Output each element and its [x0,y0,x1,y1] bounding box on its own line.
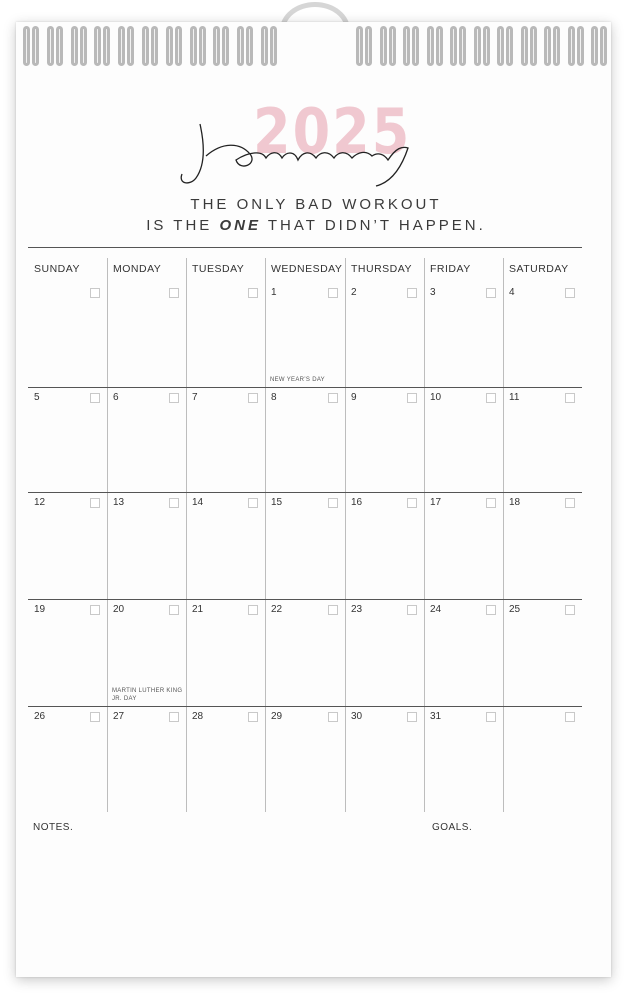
date-number: 26 [34,711,46,722]
binding-ring [459,26,466,66]
day-checkbox[interactable] [407,288,417,298]
day-checkbox[interactable] [90,498,100,508]
day-checkbox[interactable] [486,712,496,722]
day-checkbox[interactable] [248,498,258,508]
day-checkbox[interactable] [407,393,417,403]
calendar-year: 2025 [253,95,412,168]
binding-ring [151,26,158,66]
binding-ring [222,26,229,66]
date-number: 22 [271,604,283,615]
binding-ring [166,26,173,66]
binding-ring [365,26,372,66]
date-number: 7 [192,392,198,403]
day-checkbox[interactable] [169,288,179,298]
day-checkbox[interactable] [90,605,100,615]
binding-ring [427,26,434,66]
day-checkbox[interactable] [248,605,258,615]
date-number: 10 [430,392,442,403]
column-divider [186,258,187,812]
date-number: 20 [113,604,125,615]
day-name-wednesday: WEDNESDAY [271,263,343,275]
day-checkbox[interactable] [90,288,100,298]
date-number: 24 [430,604,442,615]
date-number: 13 [113,497,125,508]
date-number: 5 [34,392,40,403]
day-checkbox[interactable] [565,498,575,508]
binding-ring [190,26,197,66]
quote-emphasis: ONE [219,217,261,234]
date-number: 6 [113,392,119,403]
date-number: 1 [271,287,277,298]
quote-line-1: THE ONLY BAD WORKOUT [190,196,442,213]
day-name-friday: FRIDAY [430,263,471,275]
binding-ring [47,26,54,66]
holiday-new-years: NEW YEAR’S DAY [270,377,325,383]
column-divider [345,258,346,812]
day-checkbox[interactable] [407,712,417,722]
quote-part-2: THAT DIDN’T HAPPEN. [261,217,486,234]
date-number: 14 [192,497,204,508]
binding-ring [23,26,30,66]
date-number: 8 [271,392,277,403]
day-checkbox[interactable] [169,393,179,403]
week-rule [28,387,582,388]
day-checkbox[interactable] [248,393,258,403]
date-number: 9 [351,392,357,403]
day-checkbox[interactable] [486,288,496,298]
binding-ring [450,26,457,66]
day-checkbox[interactable] [328,498,338,508]
column-divider [424,258,425,812]
day-name-tuesday: TUESDAY [192,263,245,275]
binding-ring [103,26,110,66]
day-checkbox[interactable] [565,288,575,298]
day-checkbox[interactable] [169,712,179,722]
binding-ring [237,26,244,66]
day-checkbox[interactable] [565,712,575,722]
date-number: 12 [34,497,46,508]
binding-ring [32,26,39,66]
binding-ring [246,26,253,66]
binding-ring [94,26,101,66]
day-checkbox[interactable] [169,605,179,615]
day-checkbox[interactable] [328,288,338,298]
binding-ring [403,26,410,66]
day-checkbox[interactable] [486,498,496,508]
binding-ring [474,26,481,66]
day-name-saturday: SATURDAY [509,263,569,275]
day-checkbox[interactable] [328,605,338,615]
binding-ring [71,26,78,66]
day-checkbox[interactable] [565,393,575,403]
day-checkbox[interactable] [328,712,338,722]
date-number: 31 [430,711,442,722]
day-checkbox[interactable] [248,712,258,722]
week-rule [28,599,582,600]
binding-ring [380,26,387,66]
binding-ring [127,26,134,66]
date-number: 15 [271,497,283,508]
binding-ring [270,26,277,66]
date-number: 30 [351,711,363,722]
day-checkbox[interactable] [169,498,179,508]
binding-ring [261,26,268,66]
week-rule [28,706,582,707]
binding-ring [356,26,363,66]
binding-ring [175,26,182,66]
notes-label: NOTES. [33,822,74,833]
binding-ring [521,26,528,66]
date-number: 11 [509,392,520,403]
day-checkbox[interactable] [486,393,496,403]
binding-ring [142,26,149,66]
binding-ring [436,26,443,66]
date-number: 18 [509,497,521,508]
binding-ring [506,26,513,66]
binding-ring [530,26,537,66]
date-number: 25 [509,604,521,615]
date-number: 17 [430,497,442,508]
week-rule [28,492,582,493]
date-number: 27 [113,711,125,722]
date-number: 2 [351,287,357,298]
quote-line-2 [0,217,632,234]
day-name-monday: MONDAY [113,263,162,275]
day-checkbox[interactable] [90,393,100,403]
column-divider [107,258,108,812]
date-number: 19 [34,604,46,615]
day-checkbox[interactable] [248,288,258,298]
holiday-mlk-line2: JR. DAY [112,696,137,702]
binding-ring [544,26,551,66]
binding-ring [591,26,598,66]
header-rule [28,247,582,248]
day-name-sunday: SUNDAY [34,263,80,275]
binding-ring [497,26,504,66]
month-title [170,112,420,192]
column-divider [503,258,504,812]
binding-ring [412,26,419,66]
binding-ring [199,26,206,66]
binding-ring [553,26,560,66]
binding-ring [483,26,490,66]
binding-ring [600,26,607,66]
column-divider [265,258,266,812]
binding-ring [213,26,220,66]
binding-ring [56,26,63,66]
date-number: 21 [192,604,204,615]
date-number: 29 [271,711,283,722]
binding-ring [389,26,396,66]
date-number: 28 [192,711,204,722]
day-checkbox[interactable] [407,498,417,508]
binding-ring [80,26,87,66]
holiday-mlk-line1: MARTIN LUTHER KING [112,688,183,694]
date-number: 16 [351,497,363,508]
binding-ring [577,26,584,66]
day-checkbox[interactable] [407,605,417,615]
day-checkbox[interactable] [90,712,100,722]
goals-label: GOALS. [432,822,473,833]
day-checkbox[interactable] [328,393,338,403]
quote-part-1: IS THE [146,217,220,234]
binding-ring [118,26,125,66]
date-number: 4 [509,287,515,298]
day-checkbox[interactable] [565,605,575,615]
binding-ring [568,26,575,66]
month-name: January [293,182,297,183]
day-name-thursday: THURSDAY [351,263,412,275]
date-number: 3 [430,287,436,298]
day-checkbox[interactable] [486,605,496,615]
date-number: 23 [351,604,363,615]
